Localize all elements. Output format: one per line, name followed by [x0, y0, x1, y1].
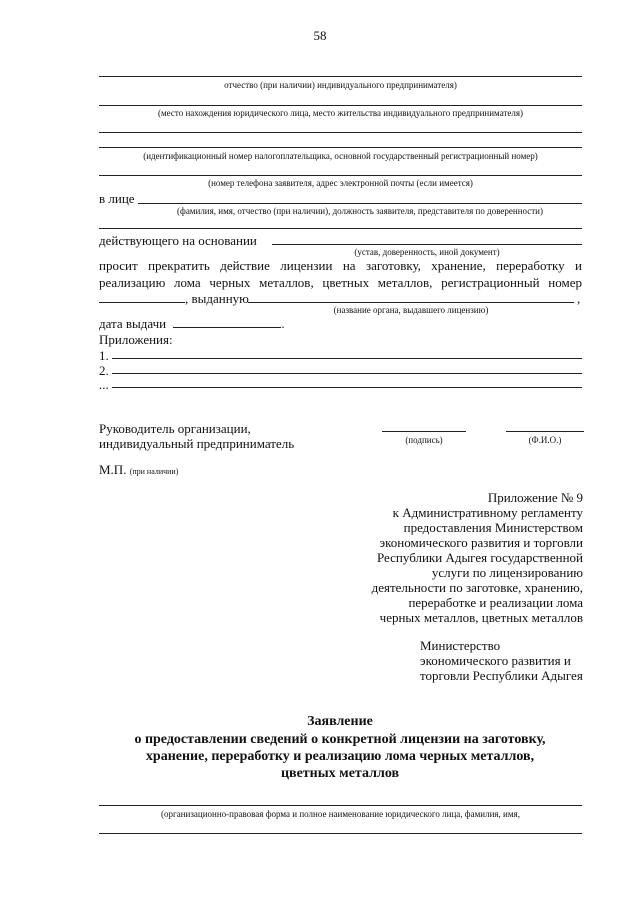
caption-basis: (устав, доверенность, иной документ)	[354, 247, 500, 257]
name-line[interactable]	[99, 76, 582, 77]
in-person-label: в лице	[99, 191, 135, 206]
appendix-line: услуги по лицензированию	[431, 565, 583, 580]
fio-line[interactable]	[506, 431, 584, 432]
addressee-line: Министерство	[420, 638, 501, 653]
reg-number-blank[interactable]	[99, 291, 185, 303]
addressee-block	[420, 638, 583, 683]
location-line-2[interactable]	[99, 132, 582, 133]
attachments-label: Приложения:	[99, 332, 173, 347]
appendix-line: переработке и реализации лома	[408, 595, 583, 610]
org-line-2[interactable]	[99, 833, 582, 834]
statement-line-1: о предоставлении сведений о конкретной лицензии на заготовку,	[134, 732, 546, 747]
caption-fio: (Ф.И.О.)	[528, 435, 562, 445]
appendix-line: экономического развития и торговли	[379, 535, 583, 550]
person-line-2[interactable]	[99, 228, 582, 229]
issue-date-label: дата выдачи	[99, 316, 167, 331]
request-line-2: реализацию лома черных металлов, цветных металлов, регистрационный номер	[99, 275, 582, 290]
appendix-block	[283, 490, 583, 625]
issued-label: , выданную	[185, 291, 249, 306]
issue-date-row	[99, 316, 285, 331]
appendix-line: Приложение № 9	[487, 490, 583, 505]
attachment-item-more-num: ...	[99, 377, 109, 392]
issued-row	[99, 291, 249, 306]
caption-patronymic: отчество (при наличии) индивидуального предпринимателя)	[224, 80, 457, 90]
statement-line-2: хранение, переработку и реализацию лома черных металлов,	[145, 749, 535, 764]
issuer-line[interactable]	[248, 302, 574, 303]
inn-line[interactable]	[99, 147, 582, 148]
issuer-comma: ,	[577, 291, 581, 306]
addressee-line: торговли Республики Адыгея	[420, 668, 583, 683]
appendix-line: к Административному регламенту	[392, 505, 583, 520]
head-line-2: индивидуальный предприниматель	[99, 436, 295, 451]
caption-location: (место нахождения юридического лица, место жительства индивидуального предпринимателя)	[157, 108, 524, 118]
attachment-item-1-num: 1.	[99, 348, 109, 363]
caption-issuer: (название органа, выдавшего лицензию)	[333, 305, 489, 315]
page-number: 58	[313, 28, 327, 43]
appendix-line: деятельности по заготовке, хранению,	[371, 580, 583, 595]
caption-phone: (номер телефона заявителя, адрес электронной почты (если имеется)	[208, 178, 473, 188]
stamp-label: М.П.	[99, 462, 127, 477]
head-line-1: Руководитель организации,	[99, 421, 251, 436]
attachment-item-more-line[interactable]	[112, 387, 582, 388]
signature-line[interactable]	[382, 431, 466, 432]
appendix-line: черных металлов, цветных металлов	[379, 610, 583, 625]
issue-date-blank[interactable]	[173, 316, 281, 328]
person-line[interactable]	[138, 203, 582, 204]
appendix-line: предоставления Министерством	[403, 520, 583, 535]
caption-person: (фамилия, имя, отчество (при наличии), должность заявителя, представителя по доверенности)	[176, 206, 543, 216]
appendix-line: Республики Адыгея государственной	[376, 550, 583, 565]
addressee-line: экономического развития и	[420, 653, 571, 668]
org-line[interactable]	[99, 805, 582, 806]
basis-line[interactable]	[272, 244, 582, 245]
issue-date-period: .	[281, 316, 285, 331]
stamp-row	[99, 462, 178, 479]
attachment-item-1-line[interactable]	[112, 358, 582, 359]
stamp-note: (при наличии)	[129, 467, 179, 476]
caption-signature: (подпись)	[405, 435, 443, 445]
statement-title: Заявление	[307, 714, 373, 729]
attachment-item-2-num: 2.	[99, 363, 109, 378]
request-line-1: просит прекратить действие лицензии на заготовку, хранение, переработку и	[99, 258, 582, 273]
caption-inn: (идентификационный номер налогоплательщика, основной государственный регистрационный номер)	[143, 151, 538, 161]
phone-line[interactable]	[99, 175, 582, 176]
location-line[interactable]	[99, 105, 582, 106]
caption-org: (организационно-правовая форма и полное наименование юридического лица, фамилия, имя,	[161, 809, 520, 819]
statement-line-3: цветных металлов	[280, 766, 400, 781]
acting-basis-label: действующего на основании	[99, 233, 257, 248]
attachment-item-2-line[interactable]	[112, 373, 582, 374]
